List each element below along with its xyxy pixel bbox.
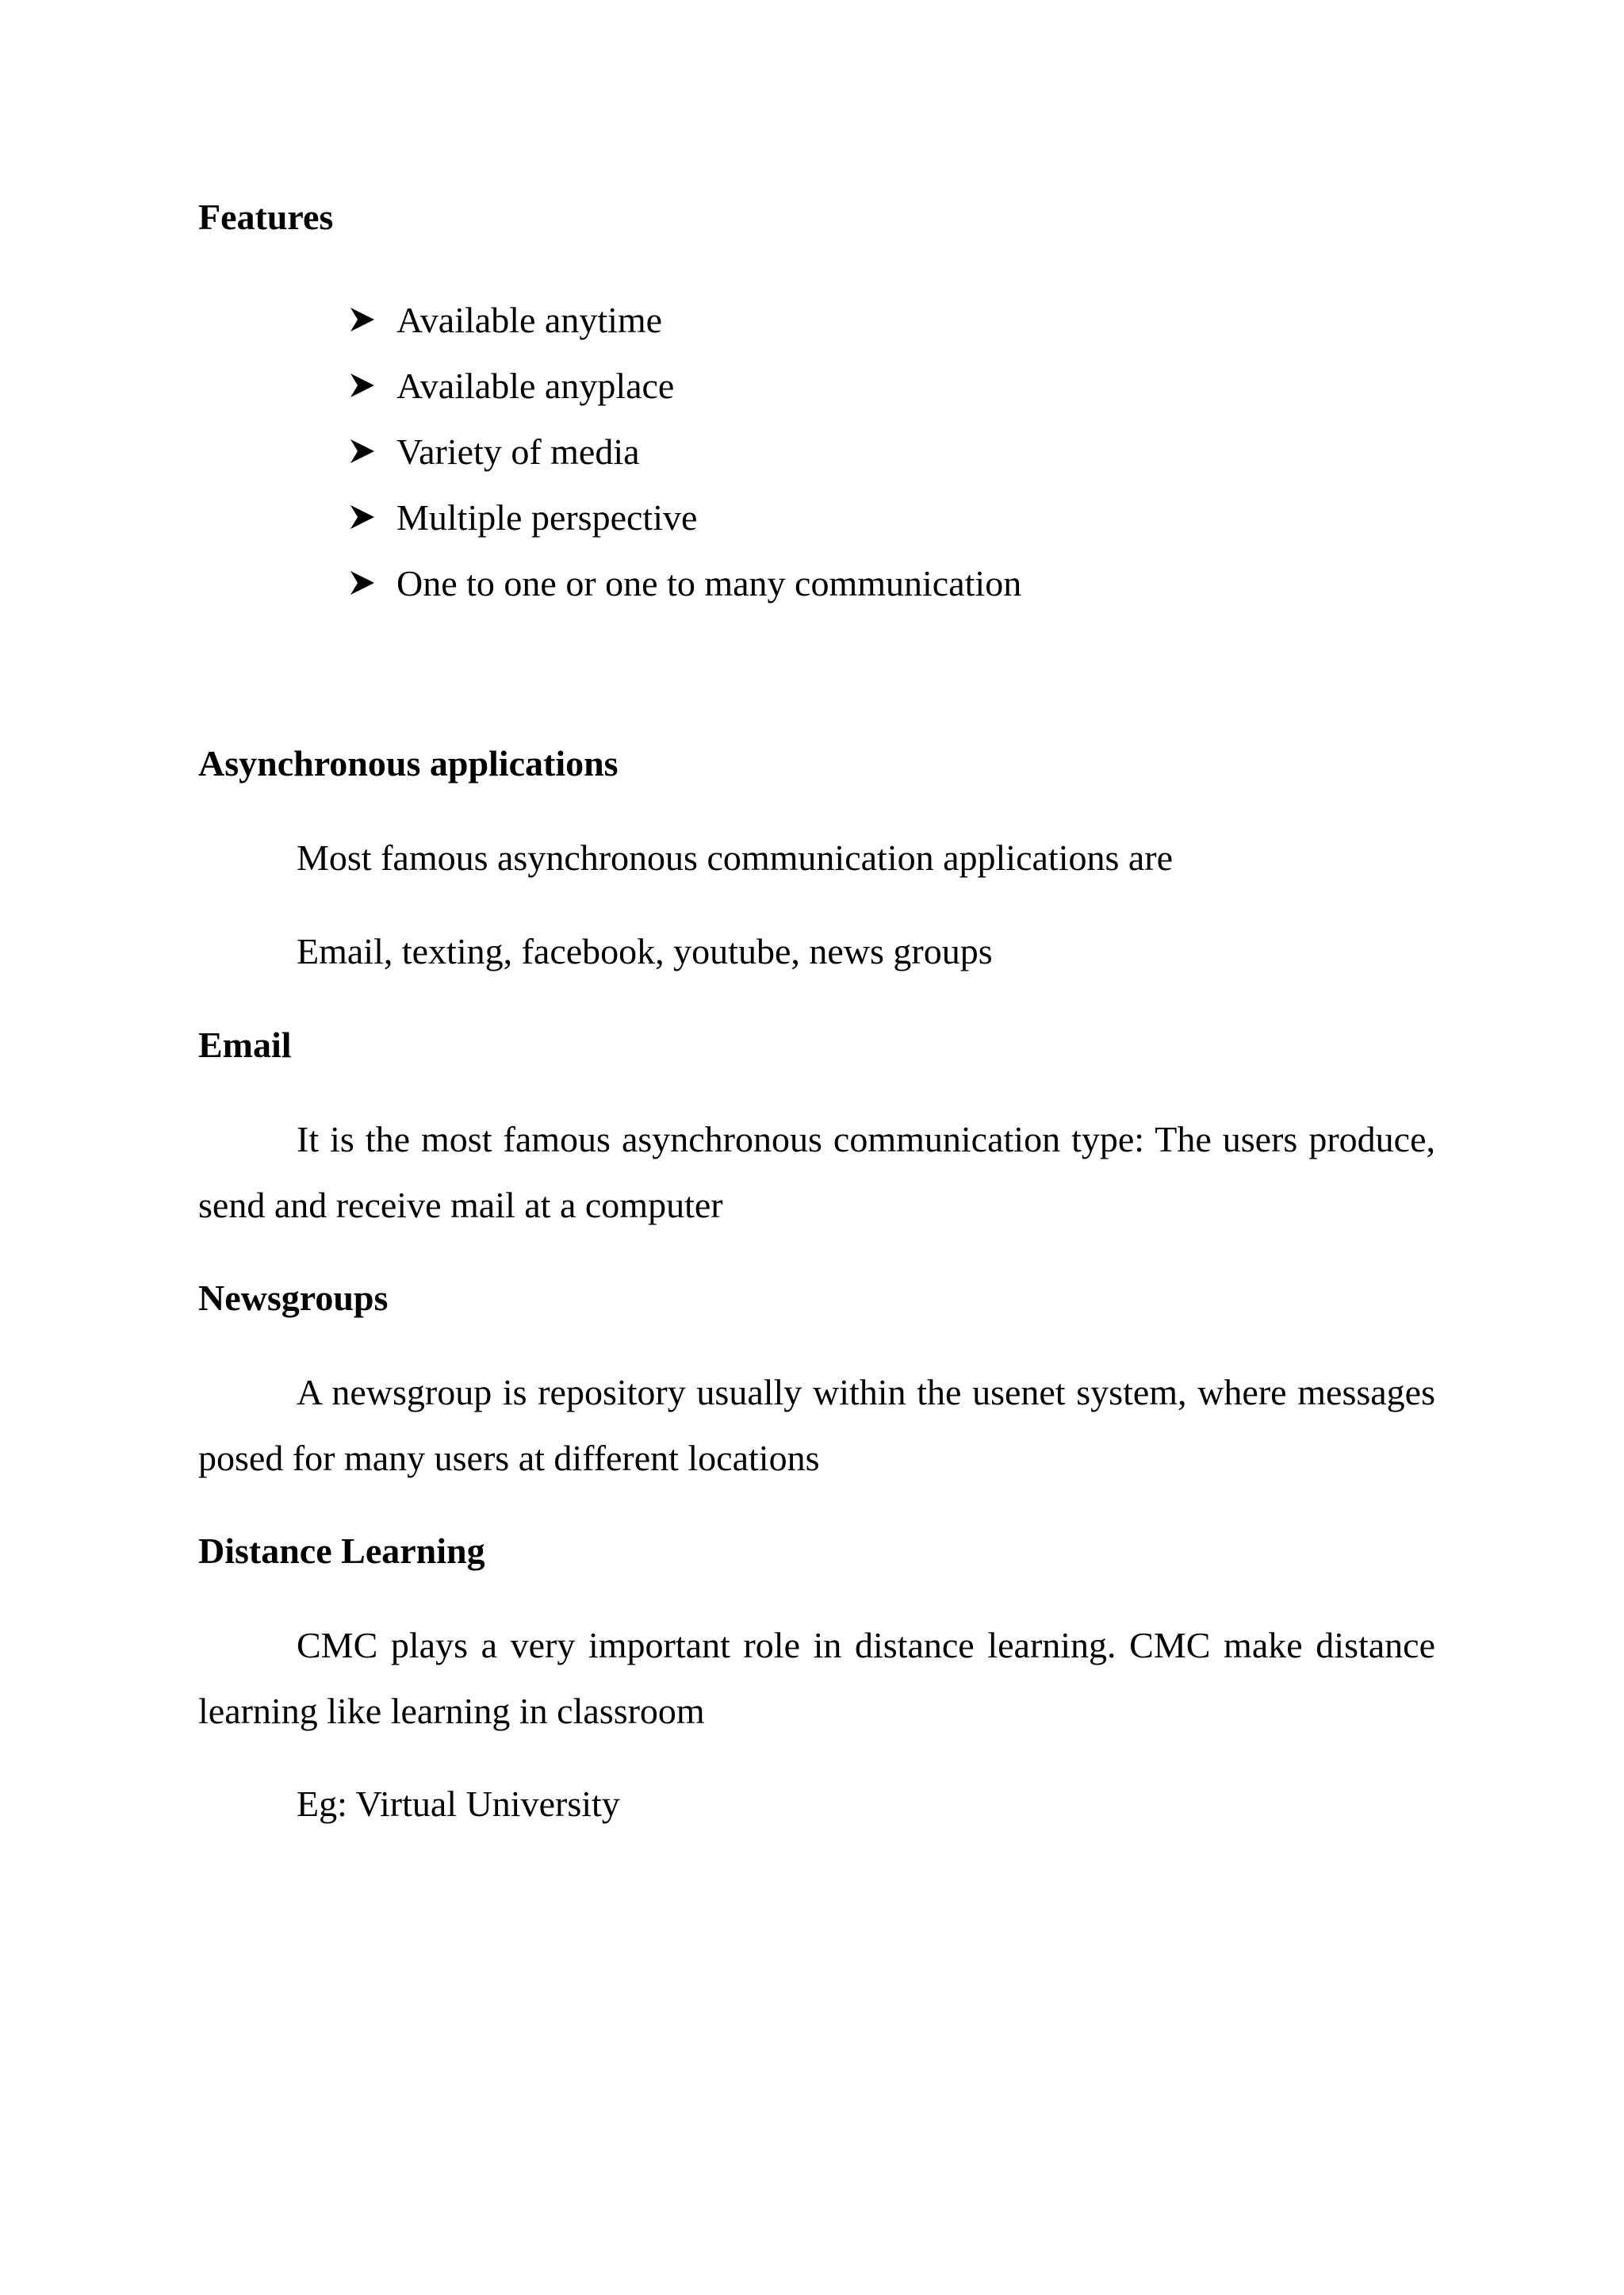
email-heading: Email: [198, 1025, 292, 1065]
features-list-item: [349, 485, 1021, 550]
email-paragraph: It is the most famous asynchronous communication type: The users produce, send and receive mail at a computer: [198, 1119, 1435, 1225]
arrowhead-bullet-icon: [349, 485, 381, 550]
features-list-item: [349, 287, 1021, 353]
newsgroups-heading: Newsgroups: [198, 1278, 389, 1318]
features-list-item-label: Available anyplace: [396, 366, 675, 406]
features-heading: Features: [198, 197, 334, 237]
features-list-item-label: Multiple perspective: [396, 497, 698, 538]
features-list-item: [349, 419, 1021, 485]
distance-learning-example: Eg: Virtual University: [297, 1784, 620, 1824]
features-list-item-label: One to one or one to many communication: [396, 563, 1022, 603]
arrowhead-bullet-icon: [349, 419, 381, 485]
features-list-item-label: Variety of media: [396, 431, 640, 472]
features-list: [349, 287, 1021, 616]
asynchronous-intro-text: Most famous asynchronous communication applications are: [297, 837, 1174, 878]
arrowhead-bullet-icon: [349, 550, 381, 616]
features-list-item: [349, 550, 1021, 616]
distance-learning-heading: Distance Learning: [198, 1531, 485, 1571]
features-list-item-label: Available anytime: [396, 300, 663, 340]
distance-learning-paragraph: CMC plays a very important role in distance learning. CMC make distance learning like learning in classroom: [198, 1625, 1435, 1731]
features-list-item: [349, 353, 1021, 419]
asynchronous-applications-heading: Asynchronous applications: [198, 743, 619, 784]
asynchronous-examples-text: Email, texting, facebook, youtube, news groups: [297, 931, 993, 971]
arrowhead-bullet-icon: [349, 353, 381, 419]
arrowhead-bullet-icon: [349, 287, 381, 353]
newsgroups-paragraph: A newsgroup is repository usually within the usenet system, where messages posed for many users at different locations: [198, 1372, 1435, 1478]
